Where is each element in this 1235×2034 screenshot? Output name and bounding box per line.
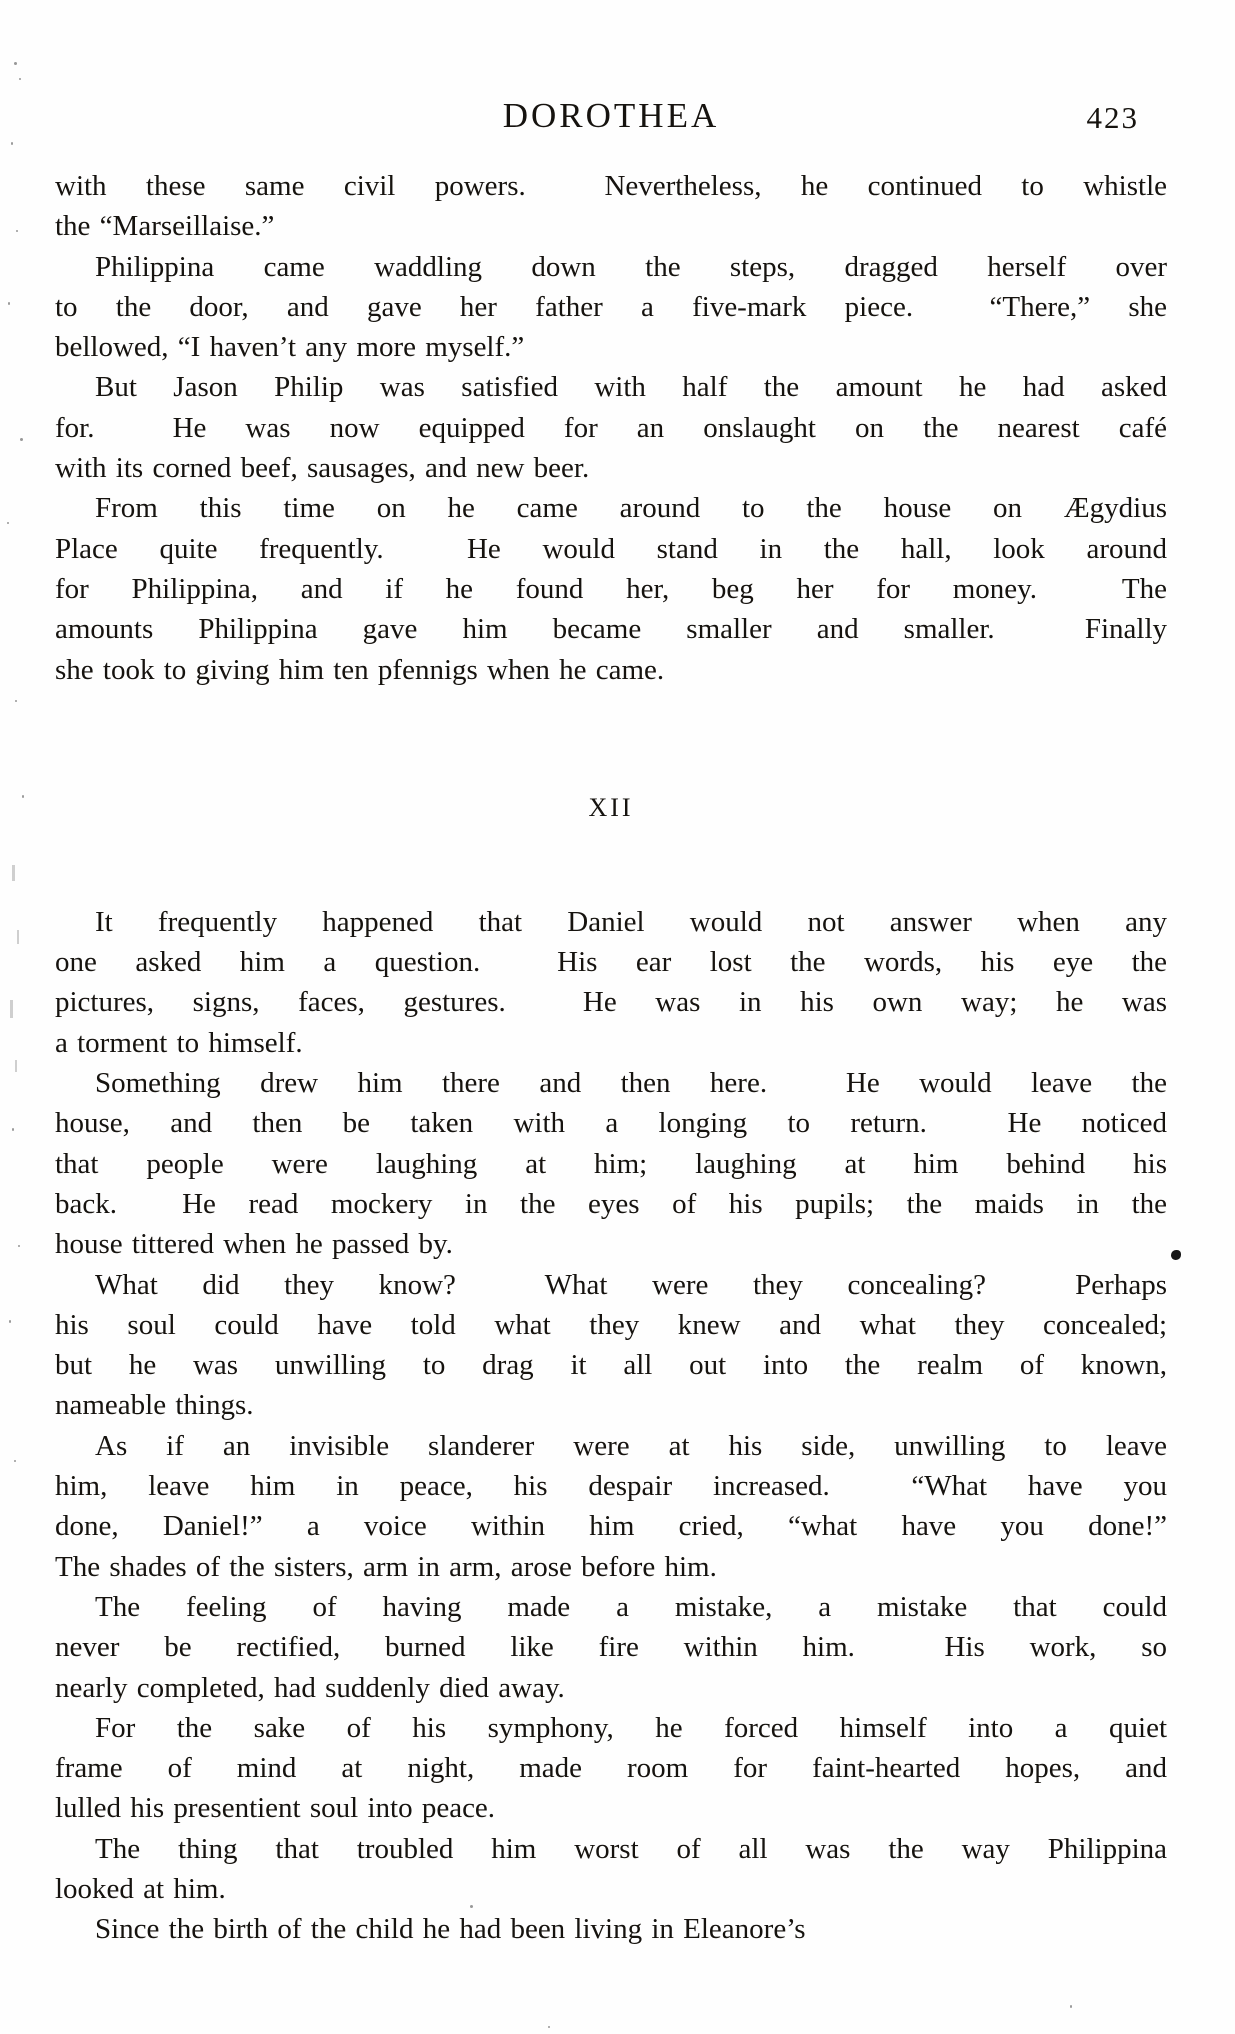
text-line: back. He read mockery in the eyes of his pupils; the maids in the [55,1187,1167,1220]
text-line: nameable things. [55,1389,254,1422]
scan-streak [12,865,15,881]
paragraph [55,1265,1167,1426]
text-line: amounts Philippina gave him became smaller and smaller. Finally [55,613,1167,646]
text-line: Something drew him there and then here. He would leave the [95,1067,1167,1100]
scan-speck [22,795,24,798]
text-line: From this time on he came around to the house on Ægydius [95,492,1167,525]
text-line: The thing that troubled him worst of all was the way Philippina [95,1832,1167,1865]
text-line: Philippina came waddling down the steps, dragged herself over [95,250,1167,283]
text-line: she took to giving him ten pfennigs when he came. [55,653,665,686]
text-line: a torment to himself. [55,1026,303,1059]
paragraph [55,1829,1167,1910]
scan-speck [20,438,23,441]
paragraph [55,247,1167,368]
paragraph [55,1063,1167,1264]
text-line: the “Marseillaise.” [55,210,275,243]
paragraph [55,367,1167,488]
paragraph [55,1426,1167,1587]
scan-speck [14,1460,16,1462]
ink-blot [1171,1250,1181,1260]
scan-speck [1070,2005,1072,2008]
scan-speck [19,78,21,80]
scan-streak [10,1000,13,1018]
paragraph [55,1909,1167,1949]
text-line: with these same civil powers. Nevertheless, he continued to whistle [55,170,1167,202]
section-heading: XII [588,792,634,822]
scan-speck [7,522,9,524]
page-title: DOROTHEA [502,96,720,135]
text-line: looked at him. [55,1872,226,1905]
text-line: with its corned beef, sausages, and new beer. [55,452,590,485]
paragraph [55,902,1167,1063]
scan-streak [17,930,19,944]
text-line: that people were laughing at him; laughing at him behind his [55,1147,1167,1180]
text-line: Since the birth of the child he had been living in Eleanore’s [95,1913,806,1946]
paragraph [55,1708,1167,1829]
text-line: For the sake of his symphony, he forced himself into a quiet [95,1711,1167,1744]
text-line: But Jason Philip was satisfied with half the amount he had asked [95,371,1167,404]
text-line: The feeling of having made a mistake, a mistake that could [95,1590,1167,1623]
text-line: pictures, signs, faces, gestures. He was in his own way; he was [55,986,1167,1019]
text-line: nearly completed, had suddenly died away. [55,1671,565,1704]
text-line: lulled his presentient soul into peace. [55,1792,496,1825]
text-line: to the door, and gave her father a five-mark piece. “There,” she [55,290,1167,323]
paragraph [55,166,1167,247]
page-number: 423 [1086,100,1139,135]
paragraph [55,488,1167,689]
page-header [0,0,1235,166]
text-line: frame of mind at night, made room for faint-hearted hopes, and [55,1752,1167,1785]
scan-speck [15,700,17,702]
text-line: house tittered when he passed by. [55,1228,453,1261]
text-line: but he was unwilling to drag it all out into the realm of known, [55,1349,1167,1382]
text-line: Place quite frequently. He would stand in the hall, look around [55,532,1167,565]
text-line: What did they know? What were they concealing? Perhaps [95,1268,1167,1301]
scan-speck [11,142,13,145]
text-line: his soul could have told what they knew and what they concealed; [55,1308,1167,1341]
text-line: It frequently happened that Daniel would not answer when any [95,905,1167,938]
scan-speck [470,1905,473,1908]
text-line: for Philippina, and if he found her, beg her for money. The [55,572,1167,605]
text-line: house, and then be taken with a longing to return. He noticed [55,1107,1167,1140]
scan-streak [15,1060,17,1072]
page-body [55,166,1167,1950]
scan-speck [16,230,18,232]
scan-speck [12,1128,14,1131]
scan-speck [9,1320,11,1323]
scan-speck [14,62,17,65]
scan-speck [548,2026,550,2028]
text-line: never be rectified, burned like fire within him. His work, so [55,1631,1167,1664]
text-line: bellowed, “I haven’t any more myself.” [55,331,525,364]
scan-speck [8,302,10,305]
text-line: for. He was now equipped for an onslaught on the nearest café [55,411,1167,444]
text-line: one asked him a question. His ear lost the words, his eye the [55,946,1167,979]
text-line: done, Daniel!” a voice within him cried, “what have you done!” [55,1510,1167,1543]
text-line: As if an invisible slanderer were at his side, unwilling to leave [95,1429,1167,1462]
scan-speck [18,1245,20,1247]
text-line: The shades of the sisters, arm in arm, arose before him. [55,1550,717,1583]
paragraph [55,1587,1167,1708]
text-line: him, leave him in peace, his despair increased. “What have you [55,1470,1167,1503]
